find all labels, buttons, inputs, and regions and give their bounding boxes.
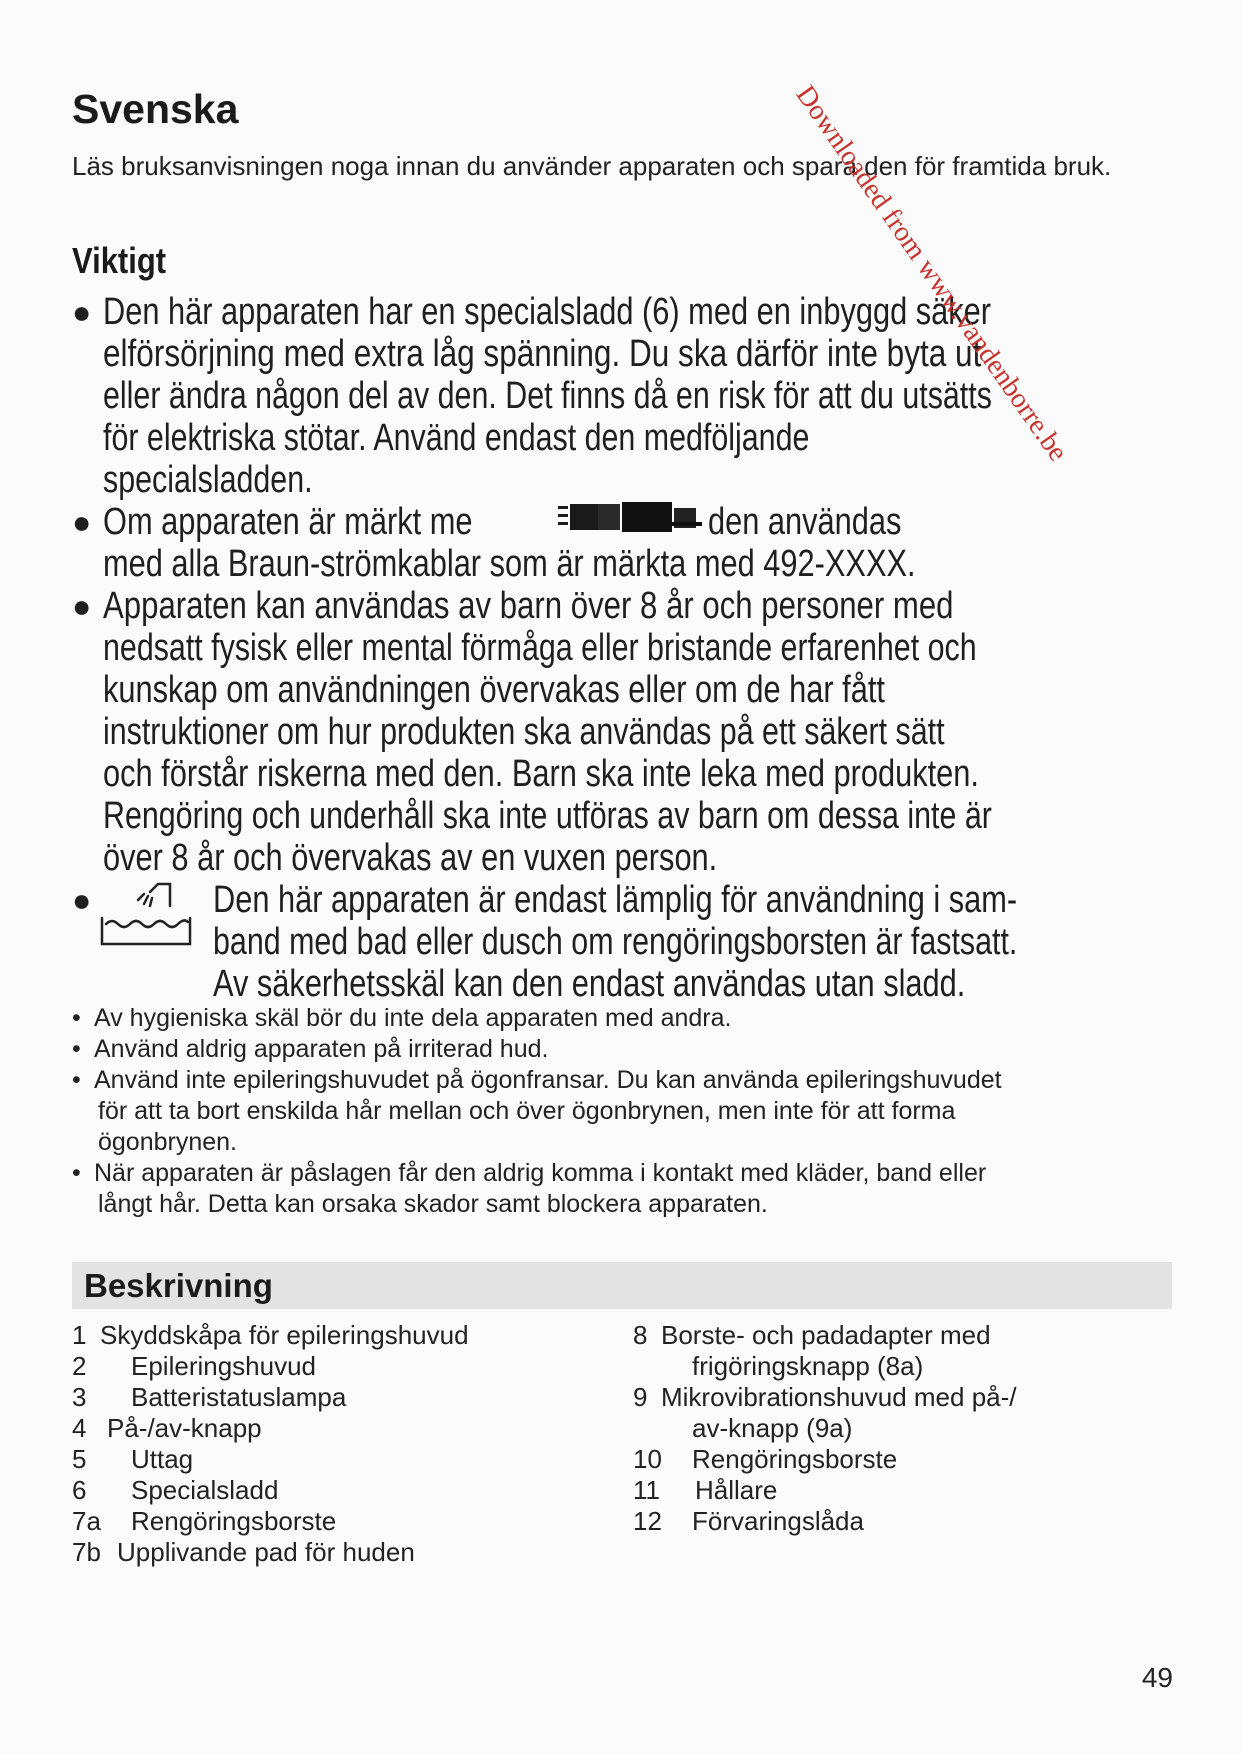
important-line: instruktioner om hur produkten ska användas på ett säkert sätt [103, 711, 945, 753]
page-number: 49 [1141, 1662, 1173, 1693]
parts-num: 11 [633, 1475, 660, 1505]
small-bullet-text: för att ta bort enskilda hår mellan och över ögonbrynen, men inte för att forma [98, 1097, 956, 1125]
bullet-dot: ● [72, 294, 92, 330]
parts-num: 6 [72, 1475, 87, 1505]
parts-num: 2 [72, 1351, 87, 1381]
redaction-mark-icon [552, 500, 707, 534]
important-line: med alla Braun-strömkablar som är märkta med 492-XXXX. [103, 543, 916, 585]
important-line: kunskap om användningen övervakas eller om de har fått [103, 669, 885, 711]
important-line: Om apparaten är märkt me [103, 501, 473, 543]
important-line: över 8 år och övervakas av en vuxen person. [103, 837, 718, 879]
parts-num: 4 [72, 1413, 87, 1443]
small-bullet-text: ögonbrynen. [98, 1128, 238, 1156]
important-line: specialsladden. [103, 459, 313, 501]
important-line: Den här apparaten har en specialsladd (6) med en inbyggd säker [103, 291, 992, 333]
bullet-dot: ● [72, 588, 92, 624]
small-bullet-text: Av hygieniska skäl bör du inte dela apparaten med andra. [94, 1004, 732, 1032]
bath-shower-icon [98, 874, 194, 948]
parts-num: 7b [72, 1537, 101, 1567]
parts-item: Rengöringsborste [692, 1444, 898, 1474]
parts-item: Rengöringsborste [131, 1506, 337, 1536]
parts-item: Förvaringslåda [692, 1506, 864, 1536]
parts-num: 8 [633, 1320, 648, 1350]
parts-item: Batteristatuslampa [131, 1382, 347, 1412]
important-line: Av säkerhetsskäl kan den endast användas utan sladd. [213, 963, 966, 1005]
small-bullet-text: Använd aldrig apparaten på irriterad hud. [94, 1035, 549, 1063]
parts-item: Hållare [695, 1475, 778, 1505]
intro-text: Läs bruksanvisningen noga innan du använder apparaten och spara den för framtida bruk. [72, 151, 1112, 181]
parts-item: Uttag [131, 1444, 194, 1474]
important-line: och förstår riskerna med den. Barn ska inte leka med produkten. [103, 753, 979, 795]
parts-num: 12 [633, 1506, 662, 1536]
important-line: Apparaten kan användas av barn över 8 år och personer med [103, 585, 954, 627]
parts-num: 5 [72, 1444, 87, 1474]
important-line: nedsatt fysisk eller mental förmåga eller bristande erfarenhet och [103, 627, 977, 669]
parts-item-cont: frigöringsknapp (8a) [692, 1351, 924, 1381]
description-heading: Beskrivning [84, 1267, 273, 1304]
small-bullet-text: långt hår. Detta kan orsaka skador samt blockera apparaten. [98, 1190, 768, 1218]
parts-item: Borste- och padadapter med [661, 1320, 991, 1350]
small-bullet-dot: • [72, 1066, 81, 1094]
important-line: Den här apparaten är endast lämplig för användning i sam- [213, 879, 1018, 921]
parts-num: 1 [72, 1320, 87, 1350]
parts-num: 9 [633, 1382, 648, 1412]
parts-item: Skyddskåpa för epileringshuvud [100, 1320, 469, 1350]
parts-item-cont: av-knapp (9a) [692, 1413, 853, 1443]
parts-item: Upplivande pad för huden [117, 1537, 415, 1567]
bullet-dot: ● [72, 504, 92, 540]
parts-num: 10 [633, 1444, 662, 1474]
parts-num: 7a [72, 1506, 101, 1536]
parts-item: Mikrovibrationshuvud med på-/ [661, 1382, 1017, 1412]
parts-item: Specialsladd [131, 1475, 279, 1505]
important-line: den användas [708, 501, 902, 543]
parts-item: Epileringshuvud [131, 1351, 317, 1381]
small-bullet-text: När apparaten är påslagen får den aldrig komma i kontakt med kläder, band eller [94, 1159, 987, 1187]
important-line: elförsörjning med extra låg spänning. Du ska därför inte byta ut [103, 333, 982, 375]
small-bullet-text: Använd inte epileringshuvudet på ögonfransar. Du kan använda epileringshuvudet [94, 1066, 1002, 1094]
download-watermark: Downloaded from www.vandenborre.be [789, 80, 1074, 467]
small-bullet-dot: • [72, 1159, 81, 1187]
important-line: band med bad eller dusch om rengöringsborsten är fastsatt. [213, 921, 1018, 963]
description-header-bar [72, 1262, 1172, 1309]
important-heading: Viktigt [72, 240, 167, 281]
parts-num: 3 [72, 1382, 87, 1412]
small-bullet-dot: • [72, 1004, 81, 1032]
parts-item: På-/av-knapp [107, 1413, 262, 1443]
page-title: Svenska [72, 86, 239, 132]
important-line: eller ändra någon del av den. Det finns då en risk för att du utsätts [103, 375, 992, 417]
important-line: för elektriska stötar. Använd endast den medföljande [103, 417, 810, 459]
important-line: Rengöring och underhåll ska inte utföras av barn om dessa inte är [103, 795, 992, 837]
small-bullet-dot: • [72, 1035, 81, 1063]
bullet-dot: ● [72, 882, 92, 918]
